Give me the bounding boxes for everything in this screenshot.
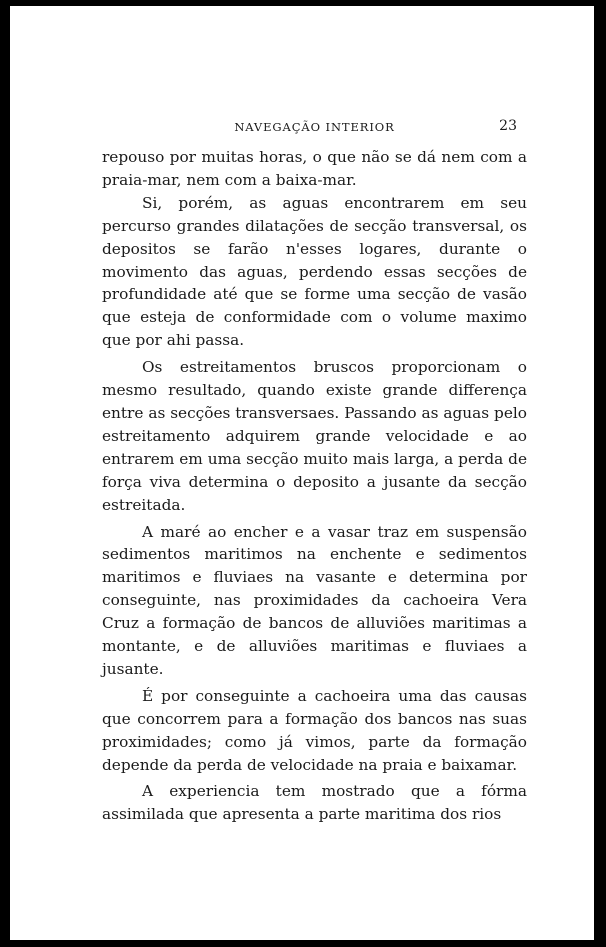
running-header xyxy=(102,120,527,140)
running-title: NAVEGAÇÃO INTERIOR xyxy=(234,120,395,134)
paragraph-6: A experiencia tem mostrado que a fórma assimilada que apresenta a parte maritima dos rios xyxy=(102,782,527,824)
book-page xyxy=(10,6,594,940)
paragraph-3: Os estreitamentos bruscos proporcionam o mesmo resultado, quando existe grande differença entre as secções transversaes. Passando as aguas pelo estreitamento adquirem grande velocidade e ao entrarem em uma secção muito mais larga, a perda de força viva determina o deposito a jusante da secção estreitada. xyxy=(102,358,527,514)
paragraph-1: repouso por muitas horas, o que não se dá nem com a praia-mar, nem com a baixa-mar. xyxy=(102,148,527,189)
page-number: 23 xyxy=(499,118,517,134)
paragraph-2: Si, porém, as aguas encontrarem em seu percurso grandes dilatações de secção transversal, os depositos se farão n'esses logares, durante o movimento das aguas, perdendo essas secções de profundidade até que se forme uma secção de vasão que esteja de conformidade com o volume maximo que por ahi passa. xyxy=(102,193,527,350)
paragraph-4: A maré ao encher e a vasar traz em suspensão sedimentos maritimos na enchente e sedimentos maritimos e fluviaes na vasante e determina por conseguinte, nas proximidades da cachoeira Vera Cruz a formação de bancos de alluviões maritimas a montante, e de alluviões maritimas e fluviaes a jusante. xyxy=(102,522,527,678)
paragraph-5: É por conseguinte a cachoeira uma das causas que concorrem para a formação dos bancos nas suas proximidades; como já vimos, parte da formação depende da perda de velocidade na praia e baixamar. xyxy=(102,686,527,774)
body-text xyxy=(102,146,527,826)
